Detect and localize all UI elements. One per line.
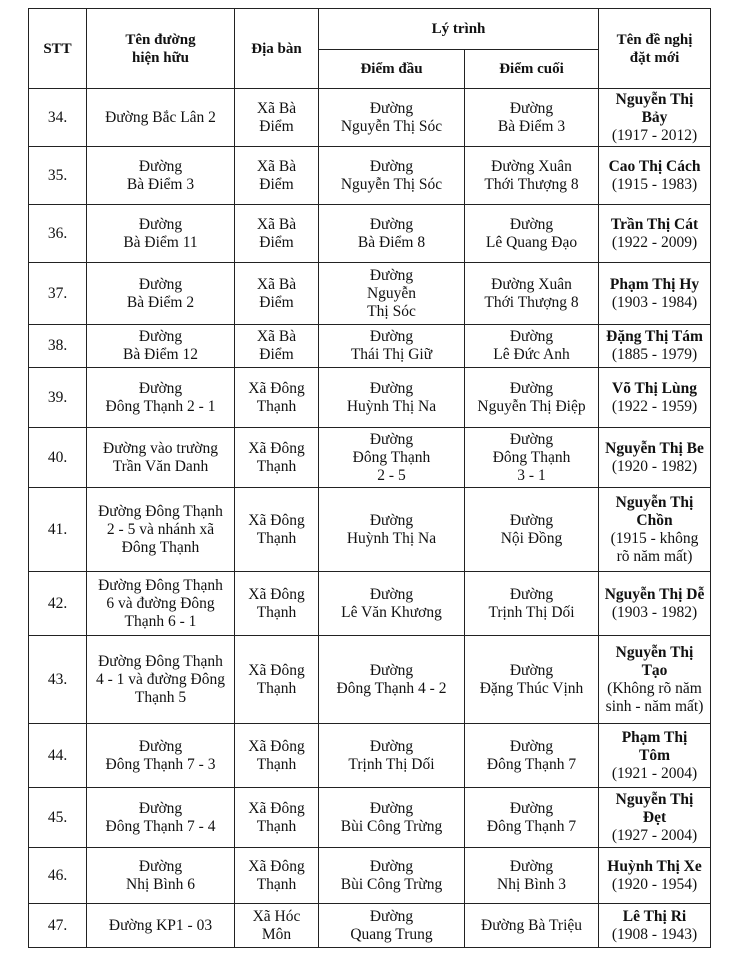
lifespan-years: (Không rõ năm [607, 679, 702, 697]
cell-name [599, 848, 711, 904]
lifespan-years: (1903 - 1984) [611, 293, 698, 311]
header-ten-duong-line-1: Tên đường [125, 31, 196, 48]
cell-area [235, 636, 319, 724]
end-line: Bà Điểm 3 [497, 117, 566, 135]
cell-stt: 45. [29, 788, 87, 848]
area-line: Xã Đông [248, 585, 305, 603]
cell-area [235, 488, 319, 572]
cell-name [599, 325, 711, 368]
cell-name [599, 89, 711, 147]
table-row [29, 368, 711, 428]
start-line: Bùi Công Trừng [340, 817, 443, 835]
end-line: Đường [509, 585, 554, 603]
area-line: Xã Đông [248, 379, 305, 397]
area-line: Xã Đông [248, 737, 305, 755]
cell-stt: 39. [29, 368, 87, 428]
start-line: Lê Văn Khương [341, 603, 442, 621]
cell-start [319, 89, 465, 147]
table-row [29, 147, 711, 205]
area-line: Xã Đông [248, 799, 305, 817]
table-row [29, 636, 711, 724]
end-line: Đường [509, 511, 554, 529]
start-line: Đường [369, 430, 414, 448]
end-line: Đông Thạnh 7 [486, 755, 577, 773]
start-line: Đường [369, 328, 414, 345]
street-line: 4 - 1 và đường Đông [96, 670, 225, 688]
street-line: Đường [138, 857, 183, 875]
name-line: Nguyễn Thị [615, 493, 694, 511]
header-ten-duong-line-2: hiện hữu [132, 49, 189, 66]
name-line: Trần Thị Cát [610, 215, 699, 233]
cell-start [319, 724, 465, 788]
start-line: Đường [369, 799, 414, 817]
cell-name [599, 368, 711, 428]
street-line: Đường Đông Thạnh [98, 576, 223, 594]
cell-area [235, 263, 319, 325]
end-line: Đông Thạnh [492, 448, 571, 466]
name-line: Nguyễn Thị [615, 90, 694, 108]
cell-start [319, 636, 465, 724]
cell-name [599, 904, 711, 948]
cell-name [599, 263, 711, 325]
start-line: Nguyễn [366, 284, 417, 302]
street-line: Bà Điểm 3 [126, 175, 195, 193]
area-line: Xã Đông [248, 439, 305, 457]
end-line: Đường [509, 328, 554, 345]
area-line: Thạnh [256, 679, 297, 697]
start-line: Đường [369, 661, 414, 679]
cell-street [87, 205, 235, 263]
name-line: Nguyễn Thị Be [605, 439, 704, 457]
start-line: Quang Trung [350, 925, 433, 943]
area-line: Xã Bà [256, 215, 297, 233]
start-line: Bùi Công Trừng [340, 875, 443, 893]
street-line: Đông Thạnh [121, 538, 200, 556]
street-line: Đông Thạnh 7 - 3 [105, 755, 216, 773]
name-line: Tạo [641, 661, 668, 679]
lifespan-years: (1921 - 2004) [611, 764, 698, 782]
cell-start [319, 428, 465, 488]
end-line: Đặng Thúc Vịnh [479, 679, 584, 697]
cell-name [599, 636, 711, 724]
name-line: Võ Thị Lùng [612, 379, 698, 397]
cell-area [235, 205, 319, 263]
area-line: Thạnh [256, 875, 297, 893]
header-dia-ban: Địa bàn [235, 9, 319, 89]
street-line: Đông Thạnh 7 - 4 [105, 817, 216, 835]
start-line: Đông Thạnh 4 - 2 [336, 679, 447, 697]
cell-street [87, 724, 235, 788]
table-row [29, 325, 711, 368]
cell-start [319, 788, 465, 848]
end-line: Nguyễn Thị Điệp [477, 397, 586, 415]
end-line: Đường [509, 799, 554, 817]
area-line: Thạnh [256, 755, 297, 773]
street-line: Trần Văn Danh [112, 457, 209, 475]
lifespan-years: (1922 - 2009) [611, 233, 698, 251]
area-line: Xã Bà [256, 99, 297, 117]
start-line: Đường [369, 857, 414, 875]
name-line: Cao Thị Cách [608, 157, 701, 175]
cell-stt: 37. [29, 263, 87, 325]
start-line: Đường [369, 215, 414, 233]
street-line: Đường [138, 275, 183, 293]
table-row [29, 488, 711, 572]
cell-end [465, 788, 599, 848]
end-line: 3 - 1 [517, 466, 546, 484]
header-diem-cuoi: Điểm cuối [465, 50, 599, 89]
table-row [29, 263, 711, 325]
cell-street [87, 788, 235, 848]
street-line: Đường [138, 379, 183, 397]
cell-stt: 43. [29, 636, 87, 724]
lifespan-years: (1917 - 2012) [611, 126, 698, 144]
street-line: Đường [138, 799, 183, 817]
area-line: Xã Bà [256, 157, 297, 175]
cell-street [87, 89, 235, 147]
lifespan-years: sinh - năm mất) [605, 697, 704, 715]
cell-area [235, 848, 319, 904]
street-line: Đường Đông Thạnh [98, 652, 223, 670]
lifespan-years: (1908 - 1943) [611, 925, 698, 943]
area-line: Thạnh [256, 397, 297, 415]
start-line: Bà Điểm 8 [357, 233, 426, 251]
name-line: Nguyễn Thị [615, 790, 694, 808]
cell-street [87, 428, 235, 488]
cell-street [87, 325, 235, 368]
street-line: Đường [138, 737, 183, 755]
cell-area [235, 572, 319, 636]
lifespan-years: (1915 - 1983) [611, 175, 698, 193]
cell-end [465, 724, 599, 788]
name-line: Huỳnh Thị Xe [607, 857, 702, 875]
cell-end [465, 572, 599, 636]
start-line: Thái Thị Giữ [350, 346, 433, 363]
cell-stt: 40. [29, 428, 87, 488]
area-line: Xã Đông [248, 857, 305, 875]
area-line: Điểm [259, 346, 294, 363]
cell-stt: 36. [29, 205, 87, 263]
cell-start [319, 572, 465, 636]
start-line: Đường [369, 907, 414, 925]
cell-stt: 47. [29, 904, 87, 948]
cell-end [465, 428, 599, 488]
cell-street [87, 263, 235, 325]
end-line: Nội Đồng [500, 529, 563, 547]
table-body [29, 89, 711, 948]
start-line: Trịnh Thị Dối [348, 755, 435, 773]
cell-area [235, 368, 319, 428]
area-line: Điểm [259, 293, 294, 311]
table-row [29, 788, 711, 848]
end-line: Đường Xuân [491, 275, 572, 293]
cell-name [599, 724, 711, 788]
street-line: 2 - 5 và nhánh xã [106, 520, 215, 538]
start-line: Nguyễn Thị Sóc [340, 175, 443, 193]
lifespan-years: (1920 - 1954) [611, 875, 698, 893]
street-line: Đường Đông Thạnh [98, 502, 223, 520]
cell-stt: 44. [29, 724, 87, 788]
cell-end [465, 904, 599, 948]
name-line: Nguyễn Thị Dễ [604, 585, 705, 603]
street-line: Đường [138, 157, 183, 175]
area-line: Điểm [259, 117, 294, 135]
street-line: Bà Điểm 12 [123, 346, 198, 363]
header-ten-de-nghi-line-1: Tên đề nghị [616, 31, 693, 48]
header-ten-duong [87, 9, 235, 89]
street-naming-table [28, 8, 711, 948]
header-stt: STT [29, 9, 87, 89]
lifespan-years: (1903 - 1982) [611, 603, 698, 621]
cell-name [599, 147, 711, 205]
table-row [29, 205, 711, 263]
table-row [29, 89, 711, 147]
cell-street [87, 904, 235, 948]
cell-stt: 46. [29, 848, 87, 904]
end-line: Đường [509, 857, 554, 875]
area-line: Xã Bà [256, 328, 297, 345]
lifespan-years: (1920 - 1982) [611, 457, 698, 475]
start-line: Thị Sóc [367, 302, 416, 320]
end-line: Đông Thạnh 7 [486, 817, 577, 835]
end-line: Đường [509, 215, 554, 233]
area-line: Xã Hóc [252, 907, 301, 925]
end-line: Trịnh Thị Dối [488, 603, 575, 621]
cell-end [465, 263, 599, 325]
header-ten-de-nghi-line-2: đặt mới [629, 49, 680, 66]
cell-name [599, 205, 711, 263]
header-ly-trinh: Lý trình [319, 9, 599, 50]
table-row [29, 572, 711, 636]
start-line: Đông Thạnh [352, 448, 431, 466]
area-line: Thạnh [256, 457, 297, 475]
cell-start [319, 904, 465, 948]
header-diem-dau: Điểm đầu [319, 50, 465, 89]
street-line: Đông Thạnh 2 - 1 [105, 397, 216, 415]
end-line: Lê Quang Đạo [485, 233, 578, 251]
cell-stt: 34. [29, 89, 87, 147]
street-line: 6 và đường Đông [106, 594, 215, 612]
cell-area [235, 147, 319, 205]
cell-street [87, 636, 235, 724]
cell-name [599, 488, 711, 572]
cell-stt: 38. [29, 325, 87, 368]
end-line: Đường [509, 661, 554, 679]
end-line: Lê Đức Anh [493, 346, 570, 363]
start-line: 2 - 5 [377, 466, 406, 484]
lifespan-years: (1922 - 1959) [611, 397, 698, 415]
name-line: Phạm Thị Hy [609, 275, 700, 293]
cell-area [235, 724, 319, 788]
street-line: Đường KP1 - 03 [108, 916, 213, 934]
street-line: Đường vào trường [103, 439, 218, 457]
street-line: Bà Điểm 11 [123, 233, 198, 251]
cell-name [599, 572, 711, 636]
cell-street [87, 848, 235, 904]
name-line: Tôm [639, 746, 671, 764]
end-line: Đường [509, 99, 554, 117]
end-line: Đường [509, 430, 554, 448]
start-line: Huỳnh Thị Na [346, 529, 437, 547]
cell-start [319, 263, 465, 325]
end-line: Đường Xuân [491, 157, 572, 175]
start-line: Đường [369, 585, 414, 603]
cell-area [235, 89, 319, 147]
cell-end [465, 89, 599, 147]
street-line: Đường [138, 215, 183, 233]
area-line: Xã Bà [256, 275, 297, 293]
lifespan-years: (1915 - không [610, 529, 699, 547]
end-line: Thới Thượng 8 [484, 175, 579, 193]
start-line: Đường [369, 157, 414, 175]
cell-area [235, 428, 319, 488]
street-line: Nhị Bình 6 [126, 875, 195, 893]
cell-name [599, 788, 711, 848]
cell-start [319, 205, 465, 263]
end-line: Thới Thượng 8 [484, 293, 579, 311]
cell-end [465, 848, 599, 904]
name-line: Đặng Thị Tám [606, 328, 703, 345]
cell-end [465, 488, 599, 572]
area-line: Xã Đông [248, 511, 305, 529]
name-line: Bảy [641, 108, 668, 126]
end-line: Đường [509, 737, 554, 755]
cell-start [319, 368, 465, 428]
name-line: Nguyễn Thị [615, 643, 694, 661]
end-line: Đường Bà Triệu [481, 916, 582, 934]
cell-stt: 35. [29, 147, 87, 205]
street-line: Thạnh 5 [134, 688, 187, 706]
start-line: Huỳnh Thị Na [346, 397, 437, 415]
start-line: Đường [369, 99, 414, 117]
area-line: Xã Đông [248, 661, 305, 679]
street-line: Đường Bắc Lân 2 [105, 108, 216, 126]
table-row [29, 724, 711, 788]
street-line: Đường [138, 328, 183, 345]
header-ten-de-nghi [599, 9, 711, 89]
cell-start [319, 488, 465, 572]
cell-end [465, 147, 599, 205]
cell-end [465, 325, 599, 368]
cell-area [235, 788, 319, 848]
start-line: Đường [369, 266, 414, 284]
cell-street [87, 147, 235, 205]
cell-end [465, 368, 599, 428]
cell-street [87, 572, 235, 636]
lifespan-years: (1927 - 2004) [611, 826, 698, 844]
name-line: Lê Thị Ri [622, 907, 687, 925]
area-line: Thạnh [256, 603, 297, 621]
cell-stt: 42. [29, 572, 87, 636]
cell-end [465, 205, 599, 263]
cell-start [319, 848, 465, 904]
name-line: Chồn [636, 511, 673, 529]
end-line: Đường [509, 379, 554, 397]
cell-end [465, 636, 599, 724]
cell-start [319, 147, 465, 205]
cell-street [87, 488, 235, 572]
cell-stt: 41. [29, 488, 87, 572]
area-line: Thạnh [256, 529, 297, 547]
table-row [29, 904, 711, 948]
lifespan-years: rõ năm mất) [616, 547, 693, 565]
cell-area [235, 325, 319, 368]
start-line: Nguyễn Thị Sóc [340, 117, 443, 135]
start-line: Đường [369, 379, 414, 397]
area-line: Môn [261, 925, 292, 943]
end-line: Nhị Bình 3 [497, 875, 566, 893]
cell-start [319, 325, 465, 368]
area-line: Điểm [259, 233, 294, 251]
street-line: Thạnh 6 - 1 [124, 612, 197, 630]
area-line: Thạnh [256, 817, 297, 835]
street-line: Bà Điểm 2 [126, 293, 195, 311]
table-row [29, 848, 711, 904]
cell-area [235, 904, 319, 948]
lifespan-years: (1885 - 1979) [611, 346, 698, 363]
cell-name [599, 428, 711, 488]
area-line: Điểm [259, 175, 294, 193]
table-row [29, 428, 711, 488]
start-line: Đường [369, 737, 414, 755]
start-line: Đường [369, 511, 414, 529]
cell-street [87, 368, 235, 428]
name-line: Phạm Thị [621, 728, 688, 746]
name-line: Đẹt [642, 808, 667, 826]
